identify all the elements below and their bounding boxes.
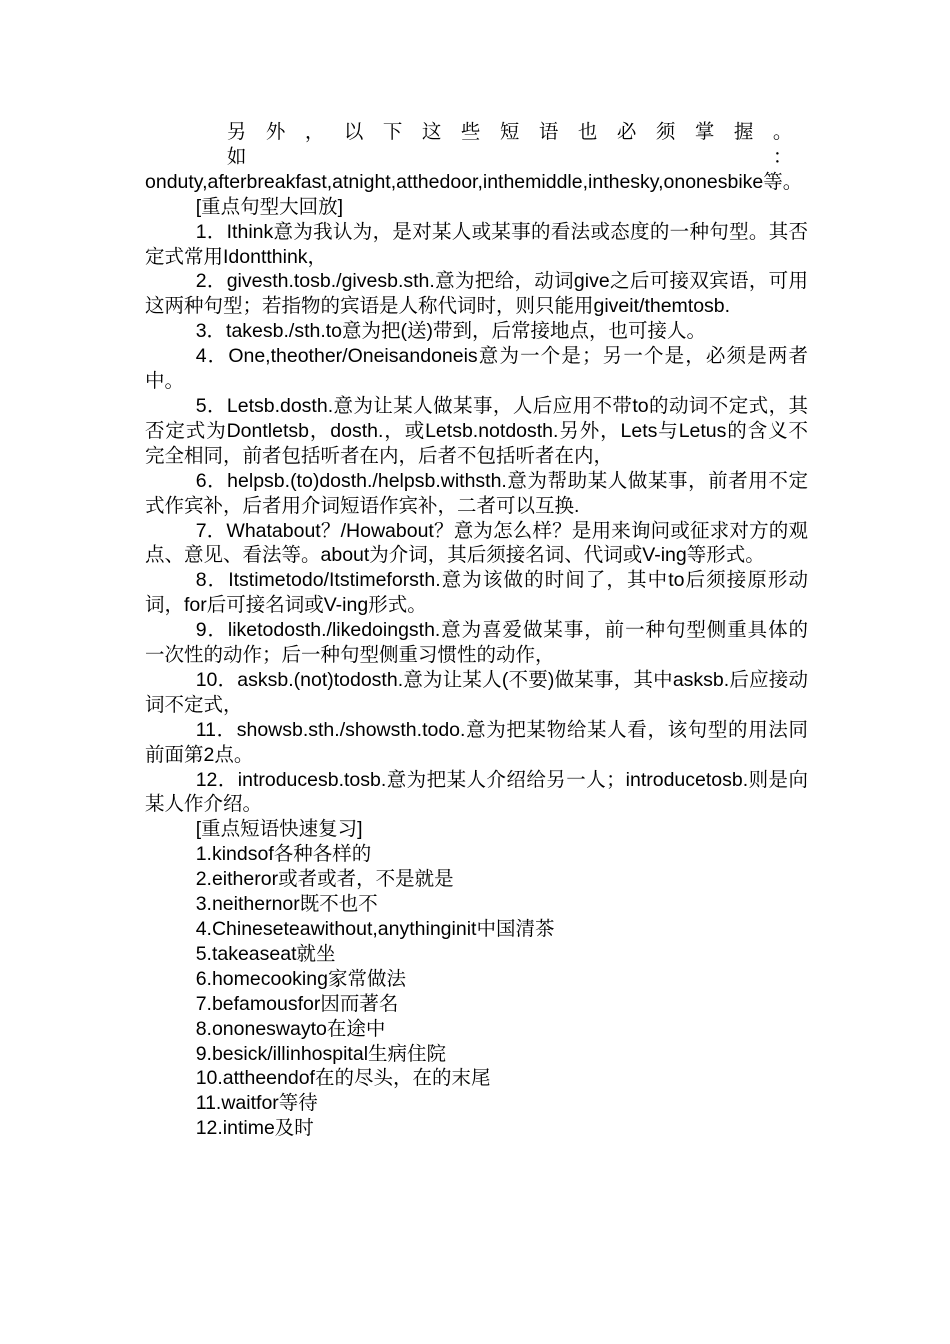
phrase-item-12: 12.intime及时 bbox=[195, 1117, 314, 1140]
phrase-item-8: 8.ononeswayto在途中 bbox=[195, 1017, 386, 1040]
pattern-item-1: 1．Ithink意为我认为，是对某人或某事的看法或态度的一种句型。其否定式常用Idontthink， bbox=[145, 220, 808, 268]
section-heading-sentence-patterns: [重点句型大回放] bbox=[195, 195, 344, 218]
phrase-item-6: 6.homecooking家常做法 bbox=[195, 967, 406, 990]
phrase-item-7: 7.befamousfor因而著名 bbox=[195, 992, 399, 1015]
phrase-item-5: 5.takeaseat就坐 bbox=[195, 942, 336, 965]
pattern-item-11: 11．showsb.sth./showsth.todo.意为把某物给某人看，该句型的用法同前面第2点。 bbox=[145, 718, 808, 766]
phrase-item-10: 10.attheendof在的尽头，在的末尾 bbox=[195, 1067, 491, 1090]
phrase-item-3: 3.neithernor既不也不 bbox=[195, 893, 378, 916]
pattern-item-5: 5．Letsb.dosth.意为让某人做某事，人后应用不带to的动词不定式，其否定式为Dontletsb，dosth.，或Letsb.notdosth.另外，Lets与Letus的含义不完全相同，前者包括听者在内，后者不包括听者在内， bbox=[145, 394, 808, 467]
document-page bbox=[145, 120, 808, 1141]
pattern-item-7: 7．Whatabout？/Howabout？意为怎么样？是用来询问或征求对方的观点、意见、看法等。about为介词，其后须接名词、代词或V-ing等形式。 bbox=[145, 519, 808, 567]
intro-paragraph bbox=[145, 120, 808, 195]
pattern-item-4: 4．One,theother/Oneisandoneis意为一个是；另一个是，必须是两者中。 bbox=[145, 345, 808, 393]
pattern-item-10: 10．asksb.(not)todosth.意为让某人(不要)做某事，其中asksb.后应接动词不定式， bbox=[145, 668, 808, 716]
section-heading-phrases: [重点短语快速复习] bbox=[195, 818, 363, 841]
pattern-item-12: 12．introducesb.tosb.意为把某人介绍给另一人；introducetosb.则是向某人作介绍。 bbox=[145, 768, 808, 816]
phrase-item-9: 9.besick/illinhospital生病住院 bbox=[195, 1042, 447, 1065]
intro-line-2: onduty,afterbreakfast,atnight,atthedoor,inthemiddle,inthesky,ononesbike等。 bbox=[145, 170, 803, 193]
intro-line-1: 另外，以下这些短语也必须掌握。如： bbox=[226, 121, 808, 168]
phrase-item-11: 11.waitfor等待 bbox=[195, 1092, 318, 1115]
phrase-item-4: 4.Chineseteawithout,anythinginit中国清茶 bbox=[195, 918, 555, 940]
pattern-item-8: 8．Itstimetodo/Itstimeforsth.意为该做的时间了，其中to后须接原形动词，for后可接名词或V-ing形式。 bbox=[145, 569, 808, 617]
phrase-item-2: 2.eitheror或者或者，不是就是 bbox=[195, 868, 454, 891]
pattern-item-2: 2．givesth.tosb./givesb.sth.意为把给，动词give之后可接双宾语，可用这两种句型；若指物的宾语是人称代词时，则只能用giveit/themtosb. bbox=[145, 270, 808, 318]
phrase-item-1: 1.kindsof各种各样的 bbox=[195, 843, 372, 866]
pattern-item-3: 3．takesb./sth.to意为把(送)带到，后常接地点，也可接人。 bbox=[195, 320, 707, 343]
pattern-item-6: 6．helpsb.(to)dosth./helpsb.withsth.意为帮助某人做某事，前者用不定式作宾补，后者用介词短语作宾补，二者可以互换. bbox=[145, 469, 808, 517]
pattern-item-9: 9．liketodosth./likedoingsth.意为喜爱做某事，前一种句型侧重具体的一次性的动作；后一种句型侧重习惯性的动作， bbox=[145, 619, 808, 667]
